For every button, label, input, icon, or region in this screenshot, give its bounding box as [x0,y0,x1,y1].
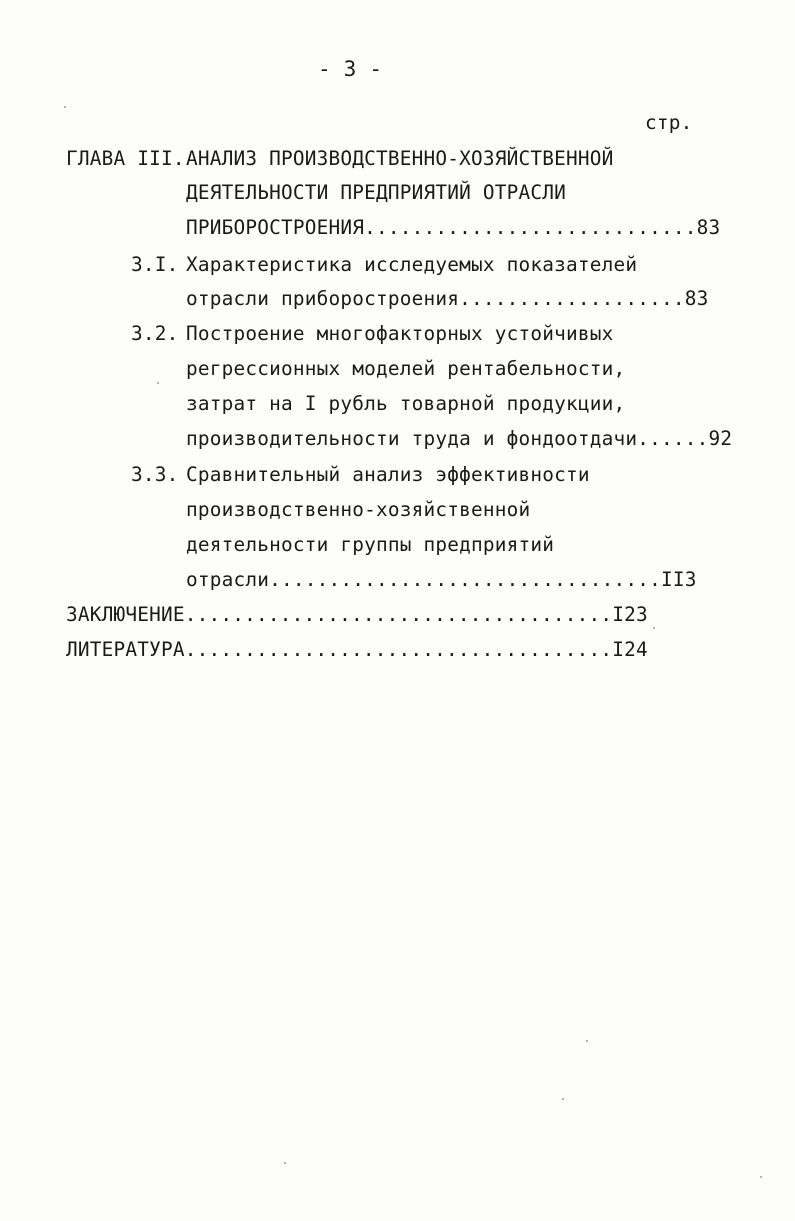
section-3-3-line-3: деятельности группы предприятий [186,533,555,556]
scan-speck [653,627,655,629]
conclusion-entry: ЗАКЛЮЧЕНИЕ....................................I23 [66,603,648,626]
section-3-3-line-1: Сравнительный анализ эффективности [186,463,590,486]
chapter-3-title-line-2: ДЕЯТЕЛЬНОСТИ ПРЕДПРИЯТИЙ ОТРАСЛИ [186,181,566,204]
chapter-3-label: ГЛАВА III. [66,147,185,170]
section-3-1-number: 3.I. [131,253,179,276]
chapter-3-title-line-3: ПРИБОРОСТРОЕНИЯ............................83 [186,216,721,239]
scan-speck [562,1098,564,1100]
section-3-1-line-1: Характеристика исследуемых показателей [186,253,638,276]
scan-speck [64,106,66,108]
section-3-2-number: 3.2. [131,322,179,345]
literature-entry: ЛИТЕРАТУРА....................................I24 [66,638,648,661]
section-3-3-number: 3.3. [131,463,179,486]
scan-speck [760,1176,762,1178]
section-3-3-line-4: отрасли.................................II3 [186,568,697,591]
scan-speck [586,1040,588,1042]
section-3-1-line-2: отрасли приборостроения...................83 [186,287,709,310]
page-number: - 3 - [318,57,383,81]
scan-speck [157,382,159,384]
chapter-3-title-line-1: АНАЛИЗ ПРОИЗВОДСТВЕННО-ХОЗЯЙСТВЕННОЙ [186,147,614,170]
section-3-2-line-3: затрат на I рубль товарной продукции, [186,392,626,415]
section-3-2-line-1: Построение многофакторных устойчивых [186,322,614,345]
scan-speck [284,1162,286,1164]
section-3-2-line-2: регрессионных моделей рентабельности, [186,357,626,380]
section-3-2-line-4: производительности труда и фондоотдачи......92 [186,427,733,450]
section-3-3-line-2: производственно-хозяйственной [186,498,531,521]
page-column-header: стр. [645,111,693,134]
